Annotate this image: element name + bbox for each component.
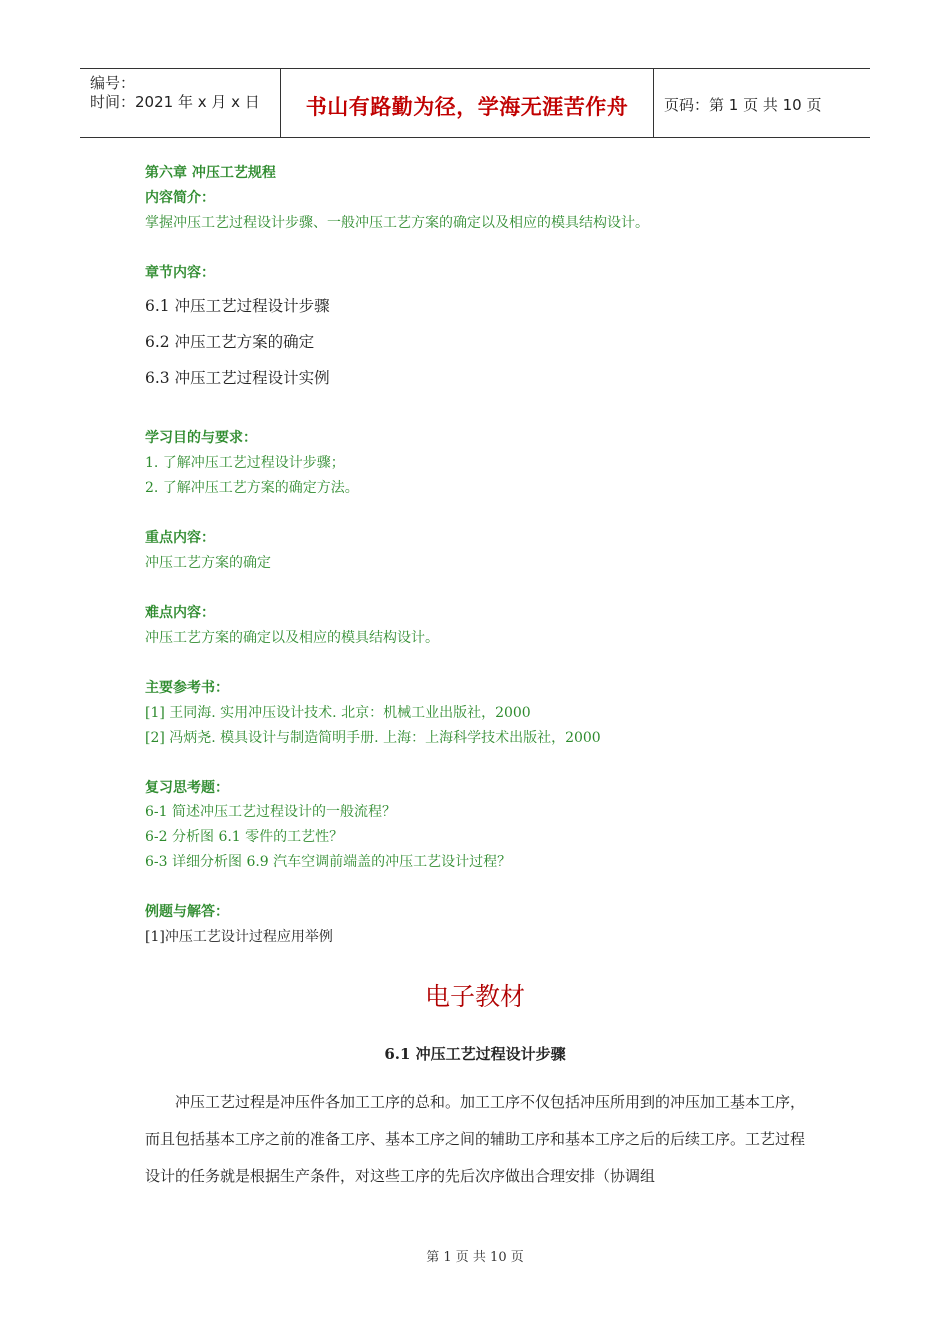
section-title: 6.1 冲压工艺过程设计步骤 (384, 1045, 566, 1063)
review-item: 6-3 详细分析图 6.9 汽车空调前端盖的冲压工艺设计过程？ (145, 854, 512, 870)
etextbook-title: 电子教材 (424, 982, 525, 1011)
page-footer: 第 1 页 共 10 页 (426, 1250, 524, 1265)
section-item: 6.3 冲压工艺过程设计实例 (145, 369, 330, 387)
intro-heading: 内容简介： (145, 190, 215, 206)
section-item: 6.1 冲压工艺过程设计步骤 (145, 297, 330, 315)
header-right-cell (654, 69, 870, 137)
goal-item: 1. 了解冲压工艺过程设计步骤； (145, 455, 345, 471)
document-header (80, 68, 870, 138)
header-page-info: 页码：第 1 页 共 10 页 (664, 96, 822, 114)
header-left-cell (80, 69, 281, 137)
review-item: 6-1 简述冲压工艺过程设计的一般流程？ (145, 804, 396, 820)
reference-item: [2] 冯炳尧. 模具设计与制造简明手册. 上海：上海科学技术出版社，2000 (145, 730, 601, 746)
key-points-heading: 重点内容： (145, 530, 215, 546)
key-points-text: 冲压工艺方案的确定 (145, 555, 271, 571)
sections-heading: 章节内容： (145, 265, 215, 281)
goal-item: 2. 了解冲压工艺方案的确定方法。 (145, 480, 359, 496)
document-number-label: 编号： (90, 74, 136, 92)
body-paragraph: 冲压工艺过程是冲压件各加工工序的总和。加工工序不仅包括冲压所用到的冲压加工基本工序，而且包括基本工序之前的准备工序、基本工序之间的辅助工序和基本工序之后的后续工序。工艺过程设计的任务就是根据生产条件，对这些工序的先后次序做出合理安排（协调组 (145, 1093, 806, 1185)
intro-text: 掌握冲压工艺过程设计步骤、一般冲压工艺方案的确定以及相应的模具结构设计。 (145, 215, 649, 231)
section-item: 6.2 冲压工艺方案的确定 (145, 333, 315, 351)
review-item: 6-2 分析图 6.1 零件的工艺性？ (145, 829, 344, 845)
examples-heading: 例题与解答： (145, 904, 229, 920)
goals-heading: 学习目的与要求： (145, 430, 257, 446)
header-middle-cell (281, 69, 654, 137)
difficult-points-text: 冲压工艺方案的确定以及相应的模具结构设计。 (145, 630, 439, 646)
header-motto: 书山有路勤为径，学海无涯苦作舟 (305, 95, 629, 119)
document-time-label: 时间：2021 年 x 月 x 日 (90, 93, 260, 111)
references-heading: 主要参考书： (145, 680, 229, 696)
reference-item: [1] 王同海. 实用冲压设计技术. 北京：机械工业出版社，2000 (145, 705, 531, 721)
review-heading: 复习思考题： (145, 780, 229, 796)
chapter-title: 第六章 冲压工艺规程 (145, 165, 276, 181)
example-item: [1]冲压工艺设计过程应用举例 (145, 929, 333, 945)
difficult-points-heading: 难点内容： (145, 605, 215, 621)
